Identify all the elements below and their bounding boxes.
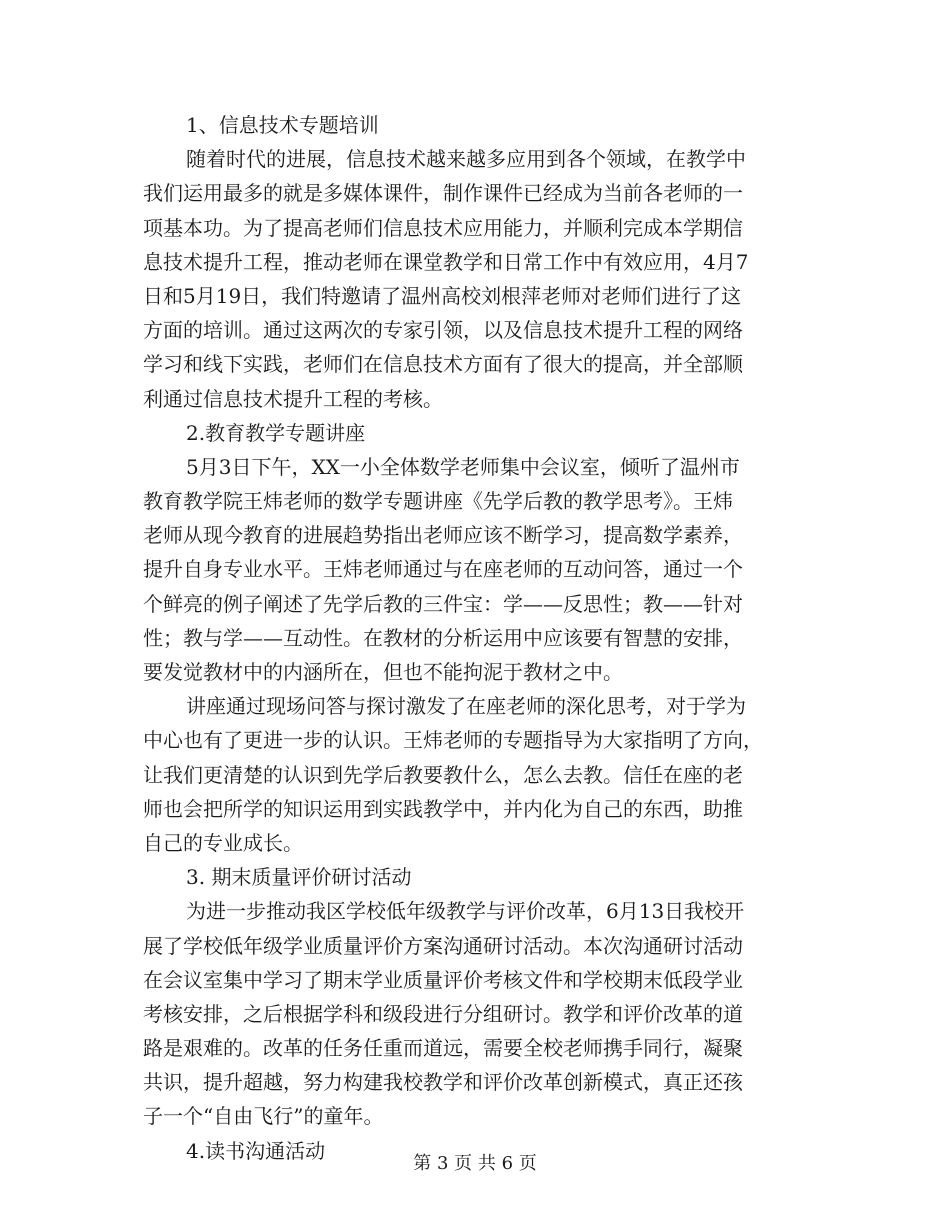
- paragraph-line: 共识，提升超越，努力构建我校教学和评价改革创新模式，真正还孩: [143, 1070, 743, 1095]
- paragraph-line: 学习和线下实践，老师们在信息技术方面有了很大的提高，并全部顺: [143, 352, 743, 377]
- paragraph-line: 5月3日下午，XX一小全体数学老师集中会议室，倾听了温州市: [186, 454, 740, 479]
- paragraph-line: 考核安排，之后根据学科和级段进行分组研讨。教学和评价改革的道: [143, 1001, 743, 1026]
- paragraph-line: 展了学校低年级学业质量评价方案沟通研讨活动。本次沟通研讨活动: [143, 933, 743, 958]
- paragraph-line: 日和5月19日，我们特邀请了温州高校刘根萍老师对老师们进行了这: [143, 283, 742, 308]
- section-heading: 3. 期末质量评价研讨活动: [186, 865, 412, 890]
- paragraph-line: 方面的培训。通过这两次的专家引领，以及信息技术提升工程的网络: [143, 318, 743, 343]
- paragraph-line: 老师从现今教育的进展趋势指出老师应该不断学习，提高数学素养，: [143, 523, 743, 548]
- paragraph-line: 息技术提升工程，推动老师在课堂教学和日常工作中有效应用，4月7: [143, 249, 749, 274]
- paragraph-line: 我们运用最多的就是多媒体课件，制作课件已经成为当前各老师的一: [143, 181, 743, 206]
- paragraph-line: 项基本功。为了提高老师们信息技术应用能力，并顺利完成本学期信: [143, 215, 743, 240]
- paragraph-line: 子一个“自由飞行”的童年。: [143, 1104, 384, 1129]
- paragraph-line: 讲座通过现场问答与探讨激发了在座老师的深化思考，对于学为: [186, 694, 746, 719]
- paragraph-line: 个鲜亮的例子阐述了先学后教的三件宝：学——反思性；教——针对: [143, 591, 743, 616]
- paragraph-line: 性；教与学——互动性。在教材的分析运用中应该要有智慧的安排，: [143, 625, 743, 650]
- paragraph-line: 师也会把所学的知识运用到实践教学中，并内化为自己的东西，助推: [143, 796, 743, 821]
- page-footer: 第 3 页 共 6 页: [413, 1153, 537, 1174]
- paragraph-line: 路是艰难的。改革的任务任重而道远，需要全校老师携手同行，凝聚: [143, 1036, 743, 1061]
- paragraph-line: 利通过信息技术提升工程的考核。: [143, 386, 443, 411]
- paragraph-line: 在会议室集中学习了期末学业质量评价考核文件和学校期末低段学业: [143, 967, 743, 992]
- paragraph-line: 自己的专业成长。: [143, 830, 303, 855]
- document-body: [143, 108, 807, 1168]
- section-heading: 1、信息技术专题培训: [186, 113, 379, 137]
- paragraph-line: 提升自身专业水平。王炜老师通过与在座老师的互动问答，通过一个: [143, 557, 743, 582]
- paragraph-line: 让我们更清楚的认识到先学后教要教什么，怎么去教。信任在座的老: [143, 762, 743, 787]
- section-heading: 2.教育教学专题讲座: [186, 420, 366, 445]
- paragraph-line: 中心也有了更进一步的认识。王炜老师的专题指导为大家指明了方向，: [143, 728, 763, 753]
- paragraph-line: 要发觉教材中的内涵所在，但也不能拘泥于教材之中。: [143, 660, 623, 684]
- paragraph-line: 随着时代的进展，信息技术越来越多应用到各个领域，在教学中: [186, 147, 746, 172]
- paragraph-line: 教育教学院王炜老师的数学专题讲座《先学后教的教学思考》。王炜: [143, 489, 733, 514]
- paragraph-line: 为进一步推动我区学校低年级教学与评价改革，6月13日我校开: [186, 899, 745, 924]
- section-heading: 4.读书沟通活动: [186, 1138, 326, 1163]
